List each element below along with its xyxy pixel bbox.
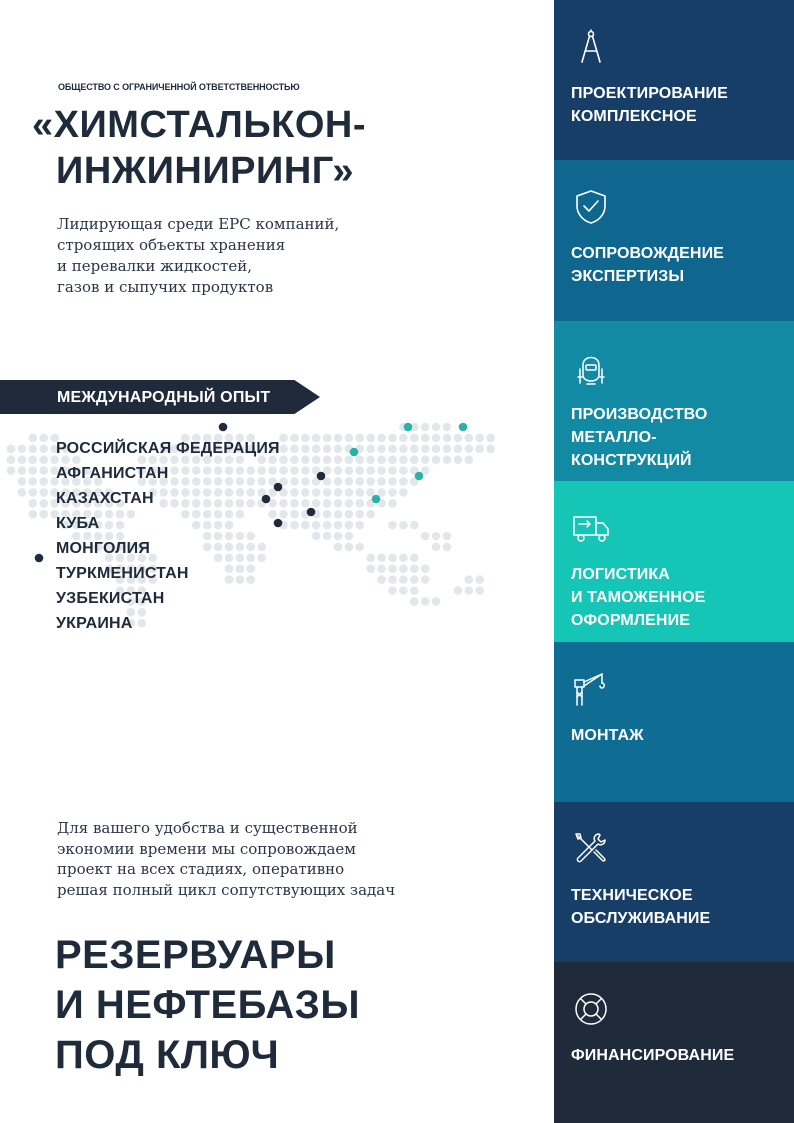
map-dot xyxy=(366,554,375,563)
map-dot xyxy=(366,564,375,573)
map-dot xyxy=(312,532,321,541)
map-dot xyxy=(39,466,48,475)
map-dot xyxy=(443,445,452,454)
service-maintenance xyxy=(554,802,794,962)
country-item: КУБА xyxy=(56,515,100,532)
lifebuoy-icon xyxy=(572,990,610,1028)
map-dot xyxy=(399,488,408,497)
map-dot xyxy=(312,455,321,464)
map-dot xyxy=(345,488,354,497)
map-dot xyxy=(356,455,365,464)
map-dot xyxy=(345,532,354,541)
map-dot xyxy=(290,510,299,519)
map-dot xyxy=(410,597,419,606)
map-dot xyxy=(334,543,343,552)
map-dot xyxy=(356,521,365,530)
map-dot xyxy=(388,521,397,530)
project-location-marker xyxy=(459,423,468,432)
map-dot xyxy=(290,477,299,486)
service-label: МОНТАЖ xyxy=(571,726,644,744)
convenience-text: Для вашего удобства и существенной экономии времени мы сопровождаем проект на всех стадиях, оперативно решая полный цикл сопутствующих задач xyxy=(57,819,396,899)
crane-icon xyxy=(572,670,610,708)
map-dot xyxy=(421,564,430,573)
service-logistics xyxy=(554,481,794,641)
project-location-marker xyxy=(219,423,228,432)
map-dot xyxy=(410,575,419,584)
map-dot xyxy=(18,477,27,486)
map-dot xyxy=(290,445,299,454)
map-dot xyxy=(290,466,299,475)
map-dot xyxy=(421,455,430,464)
map-dot xyxy=(18,445,27,454)
map-dot xyxy=(345,543,354,552)
map-dot xyxy=(7,445,16,454)
service-label: СОПРОВОЖДЕНИЕ ЭКСПЕРТИЗЫ xyxy=(571,245,724,286)
map-dot xyxy=(334,532,343,541)
map-dot xyxy=(356,499,365,508)
map-dot xyxy=(454,455,463,464)
map-dot xyxy=(366,445,375,454)
map-dot xyxy=(399,455,408,464)
map-dot xyxy=(388,477,397,486)
map-dot xyxy=(410,564,419,573)
map-dot xyxy=(465,455,474,464)
map-dot xyxy=(279,434,288,443)
map-dot xyxy=(345,477,354,486)
country-item: УЗБЕКИСТАН xyxy=(56,590,165,607)
map-dot xyxy=(465,445,474,454)
map-dot xyxy=(421,532,430,541)
country-item: АФГАНИСТАН xyxy=(56,465,169,482)
map-dot xyxy=(410,521,419,530)
map-dot xyxy=(475,434,484,443)
map-dot xyxy=(356,488,365,497)
map-dot xyxy=(18,466,27,475)
service-label: ЛОГИСТИКА И ТАМОЖЕННОЕ ОФОРМЛЕНИЕ xyxy=(571,566,706,630)
map-dot xyxy=(334,488,343,497)
map-dot xyxy=(377,445,386,454)
map-dot xyxy=(323,499,332,508)
service-label: ПРОЕКТИРОВАНИЕ КОМПЛЕКСНОЕ xyxy=(571,85,728,125)
map-dot xyxy=(421,575,430,584)
map-dot xyxy=(334,477,343,486)
map-dot xyxy=(290,455,299,464)
map-dot xyxy=(301,434,310,443)
project-location-marker xyxy=(350,448,359,457)
map-dot xyxy=(432,445,441,454)
map-dot xyxy=(388,575,397,584)
map-dot xyxy=(301,488,310,497)
map-dot xyxy=(366,510,375,519)
project-location-marker xyxy=(372,495,381,504)
services-column xyxy=(554,0,794,1123)
map-dot xyxy=(366,455,375,464)
headline-line3: ПОД КЛЮЧ xyxy=(55,1033,280,1077)
map-dot xyxy=(399,477,408,486)
map-dot xyxy=(443,455,452,464)
map-dot xyxy=(356,466,365,475)
map-dot xyxy=(388,455,397,464)
map-dot xyxy=(18,455,27,464)
project-location-marker xyxy=(404,423,413,432)
map-dot xyxy=(334,445,343,454)
countries-list xyxy=(56,436,280,636)
map-dot xyxy=(301,477,310,486)
map-dot xyxy=(301,466,310,475)
map-dot xyxy=(410,586,419,595)
map-dot xyxy=(323,521,332,530)
map-dot xyxy=(377,488,386,497)
map-dot xyxy=(312,488,321,497)
map-dot xyxy=(432,532,441,541)
map-dot xyxy=(290,488,299,497)
map-dot xyxy=(377,477,386,486)
map-dot xyxy=(454,434,463,443)
map-dot xyxy=(399,466,408,475)
map-dot xyxy=(323,510,332,519)
map-dot xyxy=(29,445,38,454)
map-dot xyxy=(279,499,288,508)
headline-line2: И НЕФТЕБАЗЫ xyxy=(55,983,360,1027)
map-dot xyxy=(399,554,408,563)
map-dot xyxy=(388,499,397,508)
map-dot xyxy=(301,499,310,508)
map-dot xyxy=(443,423,452,432)
map-dot xyxy=(356,434,365,443)
experience-title: МЕЖДУНАРОДНЫЙ ОПЫТ xyxy=(57,389,271,406)
map-dot xyxy=(7,455,16,464)
service-label: ПРОИЗВОДСТВО МЕТАЛЛО- КОНСТРУКЦИЙ xyxy=(571,405,708,469)
service-expertise xyxy=(554,160,794,320)
country-item: МОНГОЛИЯ xyxy=(56,540,151,557)
service-financing xyxy=(554,962,794,1122)
map-dot xyxy=(421,423,430,432)
map-dot xyxy=(356,477,365,486)
map-dot xyxy=(421,597,430,606)
map-dot xyxy=(301,521,310,530)
map-dot xyxy=(399,521,408,530)
tools-icon xyxy=(572,830,610,868)
map-dot xyxy=(486,434,495,443)
map-dot xyxy=(356,543,365,552)
map-dot xyxy=(29,477,38,486)
map-dot xyxy=(29,499,38,508)
map-dot xyxy=(377,554,386,563)
map-dot xyxy=(334,499,343,508)
map-dot xyxy=(377,455,386,464)
compass-icon xyxy=(572,28,610,66)
main-headline xyxy=(55,930,360,1080)
company-tagline: Лидирующая среди EPC компаний, строящих объекты хранения и перевалки жидкостей, газов и сыпучих продуктов xyxy=(57,215,340,296)
company-name xyxy=(32,102,366,194)
map-dot xyxy=(290,434,299,443)
map-dot xyxy=(388,554,397,563)
map-dot xyxy=(345,466,354,475)
map-dot xyxy=(323,445,332,454)
map-dot xyxy=(323,455,332,464)
map-dot xyxy=(377,575,386,584)
map-dot xyxy=(399,434,408,443)
map-dot xyxy=(388,564,397,573)
map-dot xyxy=(410,455,419,464)
map-dot xyxy=(377,564,386,573)
map-dot xyxy=(475,575,484,584)
map-dot xyxy=(29,455,38,464)
map-dot xyxy=(443,532,452,541)
map-dot xyxy=(432,597,441,606)
company-name-line2: ИНЖИНИРИНГ» xyxy=(56,150,354,192)
map-dot xyxy=(475,586,484,595)
map-dot xyxy=(432,543,441,552)
service-label: ТЕХНИЧЕСКОЕ ОБСЛУЖИВАНИЕ xyxy=(571,886,711,927)
map-dot xyxy=(388,445,397,454)
map-dot xyxy=(443,543,452,552)
truck-icon xyxy=(572,509,610,547)
map-dot xyxy=(301,445,310,454)
map-dot xyxy=(410,445,419,454)
map-dot xyxy=(334,434,343,443)
map-dot xyxy=(486,445,495,454)
map-dot xyxy=(377,434,386,443)
service-production xyxy=(554,321,794,481)
map-dot xyxy=(410,554,419,563)
map-dot xyxy=(334,455,343,464)
map-dot xyxy=(290,499,299,508)
map-dot xyxy=(345,455,354,464)
company-legal-form: ОБЩЕСТВО С ОГРАНИЧЕННОЙ ОТВЕТСТВЕННОСТЬЮ xyxy=(58,82,300,92)
map-dot xyxy=(39,510,48,519)
map-dot xyxy=(465,434,474,443)
map-dot xyxy=(421,434,430,443)
service-label: ФИНАНСИРОВАНИЕ xyxy=(571,1047,735,1065)
map-dot xyxy=(312,521,321,530)
map-dot xyxy=(454,445,463,454)
map-dot xyxy=(410,434,419,443)
map-dot xyxy=(39,499,48,508)
map-dot xyxy=(399,445,408,454)
map-dot xyxy=(301,455,310,464)
map-dot xyxy=(323,488,332,497)
company-name-line1: «ХИМСТАЛЬКОН- xyxy=(32,104,366,146)
map-dot xyxy=(39,455,48,464)
map-dot xyxy=(377,466,386,475)
map-dot xyxy=(29,510,38,519)
map-dot xyxy=(454,586,463,595)
map-dot xyxy=(39,445,48,454)
map-dot xyxy=(345,521,354,530)
map-dot xyxy=(345,434,354,443)
project-location-marker xyxy=(317,472,326,481)
map-dot xyxy=(388,434,397,443)
map-dot xyxy=(421,445,430,454)
map-dot xyxy=(465,575,474,584)
map-dot xyxy=(388,466,397,475)
headline-line1: РЕЗЕРВУАРЫ xyxy=(55,933,336,977)
country-item: КАЗАХСТАН xyxy=(56,490,154,507)
map-dot xyxy=(312,499,321,508)
project-location-marker xyxy=(35,554,44,563)
country-item: ТУРКМЕНИСТАН xyxy=(56,565,189,582)
map-dot xyxy=(356,510,365,519)
map-dot xyxy=(366,477,375,486)
map-dot xyxy=(39,477,48,486)
map-dot xyxy=(7,466,16,475)
map-dot xyxy=(465,586,474,595)
map-dot xyxy=(388,586,397,595)
service-design xyxy=(554,0,794,160)
map-dot xyxy=(323,434,332,443)
map-dot xyxy=(345,499,354,508)
map-dot xyxy=(334,466,343,475)
map-dot xyxy=(388,488,397,497)
map-dot xyxy=(279,510,288,519)
map-dot xyxy=(279,445,288,454)
map-dot xyxy=(443,434,452,443)
map-dot xyxy=(29,488,38,497)
country-item: РОССИЙСКАЯ ФЕДЕРАЦИЯ xyxy=(56,440,280,457)
map-dot xyxy=(290,521,299,530)
map-dot xyxy=(345,510,354,519)
map-dot xyxy=(366,466,375,475)
map-dot xyxy=(279,466,288,475)
map-dot xyxy=(29,466,38,475)
map-dot xyxy=(432,423,441,432)
map-dot xyxy=(279,455,288,464)
map-dot xyxy=(366,434,375,443)
welder-icon xyxy=(572,349,610,387)
map-dot xyxy=(399,586,408,595)
map-dot xyxy=(334,521,343,530)
country-item: УКРАИНА xyxy=(56,615,133,632)
map-dot xyxy=(432,455,441,464)
service-installation xyxy=(554,642,794,802)
map-dot xyxy=(18,488,27,497)
map-dot xyxy=(39,488,48,497)
map-dot xyxy=(475,445,484,454)
world-map-section xyxy=(0,380,540,750)
map-dot xyxy=(39,434,48,443)
map-dot xyxy=(334,510,343,519)
map-dot xyxy=(432,434,441,443)
map-dot xyxy=(399,564,408,573)
map-dot xyxy=(312,445,321,454)
project-location-marker xyxy=(307,508,316,517)
map-dot xyxy=(399,575,408,584)
map-dot xyxy=(312,434,321,443)
map-dot xyxy=(323,532,332,541)
shield-check-icon xyxy=(572,188,610,226)
project-location-marker xyxy=(415,472,424,481)
map-dot xyxy=(29,434,38,443)
